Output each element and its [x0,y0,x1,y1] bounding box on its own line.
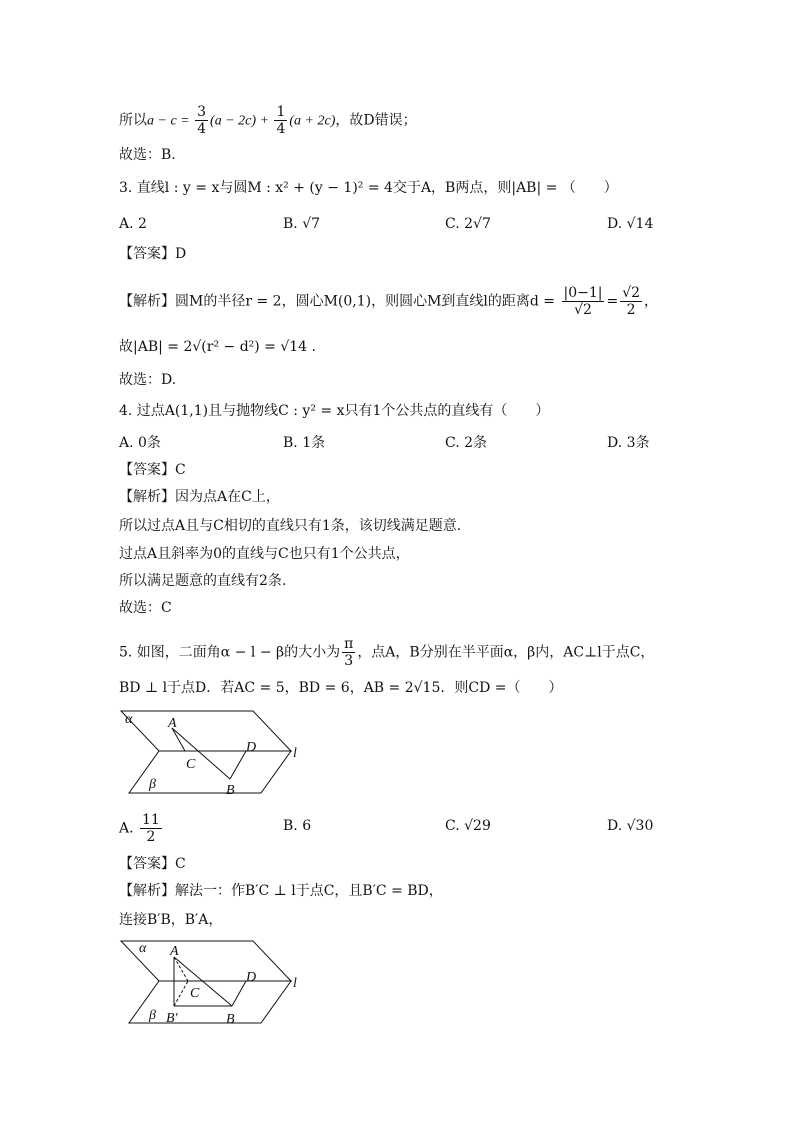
q5-stem-line2: BD ⊥ l于点D．若AC = 5，BD = 6，AB = 2√15．则CD =（ ） [119,680,563,696]
label-alpha-2: α [139,941,147,956]
q5-stem-b: ，点A，B分别在半平面α，β内，AC⊥l于点C， [357,644,655,661]
label-l: l [293,746,297,761]
q5-stem-a: 5. 如图，二面角α − l − β的大小为 [119,644,341,661]
q3-option-a: A. 2 [119,216,147,232]
q3-stem: 3. 直线l : y = x与圆M : x² + (y − 1)² = 4交于A，B两点，则|AB| = （ ） [119,180,618,196]
q4-analysis-line2: 所以过点A且与C相切的直线只有1条，该切线满足题意. [119,518,462,534]
label-A-2: A [170,944,179,959]
prev-frac-1: $\frac{3}{4}$ [197,104,207,137]
prev-expr-b: (a − 2c) + [210,113,273,129]
label-D: D [246,740,257,755]
q5-stem-line1 [119,636,654,669]
q5-option-c: C. √29 [445,818,491,834]
q3-analysis-line1 [119,285,658,318]
label-Bp: B′ [166,1011,178,1026]
q5-answer: 【答案】C [119,856,186,872]
segment-BD-2 [232,981,246,1006]
q5-option-d: D. √30 [607,818,654,834]
dihedral-angle-figure [115,706,315,798]
prev-frac-2: $\frac{1}{4}$ [276,104,286,137]
prev-conclusion-line [119,104,417,137]
q4-analysis-line1: 【解析】因为点A在C上， [119,489,280,505]
plane-alpha [121,711,291,751]
q3-frac-d: $\frac{|0-1|}{√2}$ [563,285,603,318]
q3-equals: = [606,293,619,310]
q3-answer: 【答案】D [119,246,187,262]
q4-stem: 4. 过点A(1,1)且与抛物线C : y² = x只有1个公共点的直线有（ ） [119,403,550,419]
q4-option-b: B. 1条 [283,435,326,451]
q5-analysis-line2: 连接B′B，B′A， [119,912,223,928]
q4-option-d: D. 3条 [607,435,650,451]
auxiliary-construction-figure [115,937,315,1029]
prev-prefix: 所以 [119,112,147,129]
q5-option-a [119,812,164,845]
q5-frac-pi: $\frac{\pi}{3}$ [344,636,354,669]
q5-analysis-line1: 【解析】解法一：作B′C ⊥ l于点C，且B′C = BD， [119,883,443,899]
q3-frac-d2: $\frac{√2}{2}$ [622,285,641,318]
segment-AC [172,728,185,751]
segment-AC-dashed [174,957,188,981]
prev-expr-c: (a + 2c) [289,113,336,129]
q3-choose: 故选：D. [119,372,177,388]
q4-analysis-line4: 所以满足题意的直线有2条. [119,573,287,589]
label-B: B [226,783,235,798]
label-D-2: D [246,970,257,985]
label-l-2: l [293,976,297,991]
q3-option-c: C. 2√7 [445,216,491,232]
q3-option-b: B. √7 [283,216,321,232]
q4-option-a: A. 0条 [119,435,161,451]
q3-comma: ， [644,293,659,310]
label-C-2: C [190,986,200,1001]
segment-BD [230,751,246,779]
label-beta: β [149,777,156,792]
label-C: C [186,757,196,772]
segment-BpC-dashed [174,981,188,1006]
q4-choose: 故选：C [119,600,172,616]
q4-option-c: C. 2条 [445,435,488,451]
q5-option-a-label: A. [119,820,134,837]
q4-analysis-line3: 过点A且斜率为0的直线与C也只有1个公共点， [119,546,410,562]
label-A: A [168,716,177,731]
q5-option-a-frac: $\frac{11}{2}$ [142,812,160,845]
q3-analysis-text: 【解析】圆M的半径r = 2，圆心M(0,1)，则圆心M到直线l的距离d = [119,293,560,310]
label-beta-2: β [149,1008,156,1023]
q3-option-d: D. √14 [607,216,654,232]
plane-alpha-2 [121,941,291,981]
prev-choose: 故选：B. [119,147,176,163]
q4-answer: 【答案】C [119,462,186,478]
label-B-2: B [226,1012,235,1027]
prev-expr-a: a − c = [147,113,194,129]
q5-option-b: B. 6 [283,818,312,834]
segment-AB [172,728,230,779]
prev-post: ，故D错误； [335,112,417,129]
q3-analysis-line2: 故|AB| = 2√(r² − d²) = √14 . [119,339,316,355]
label-alpha: α [125,712,133,727]
